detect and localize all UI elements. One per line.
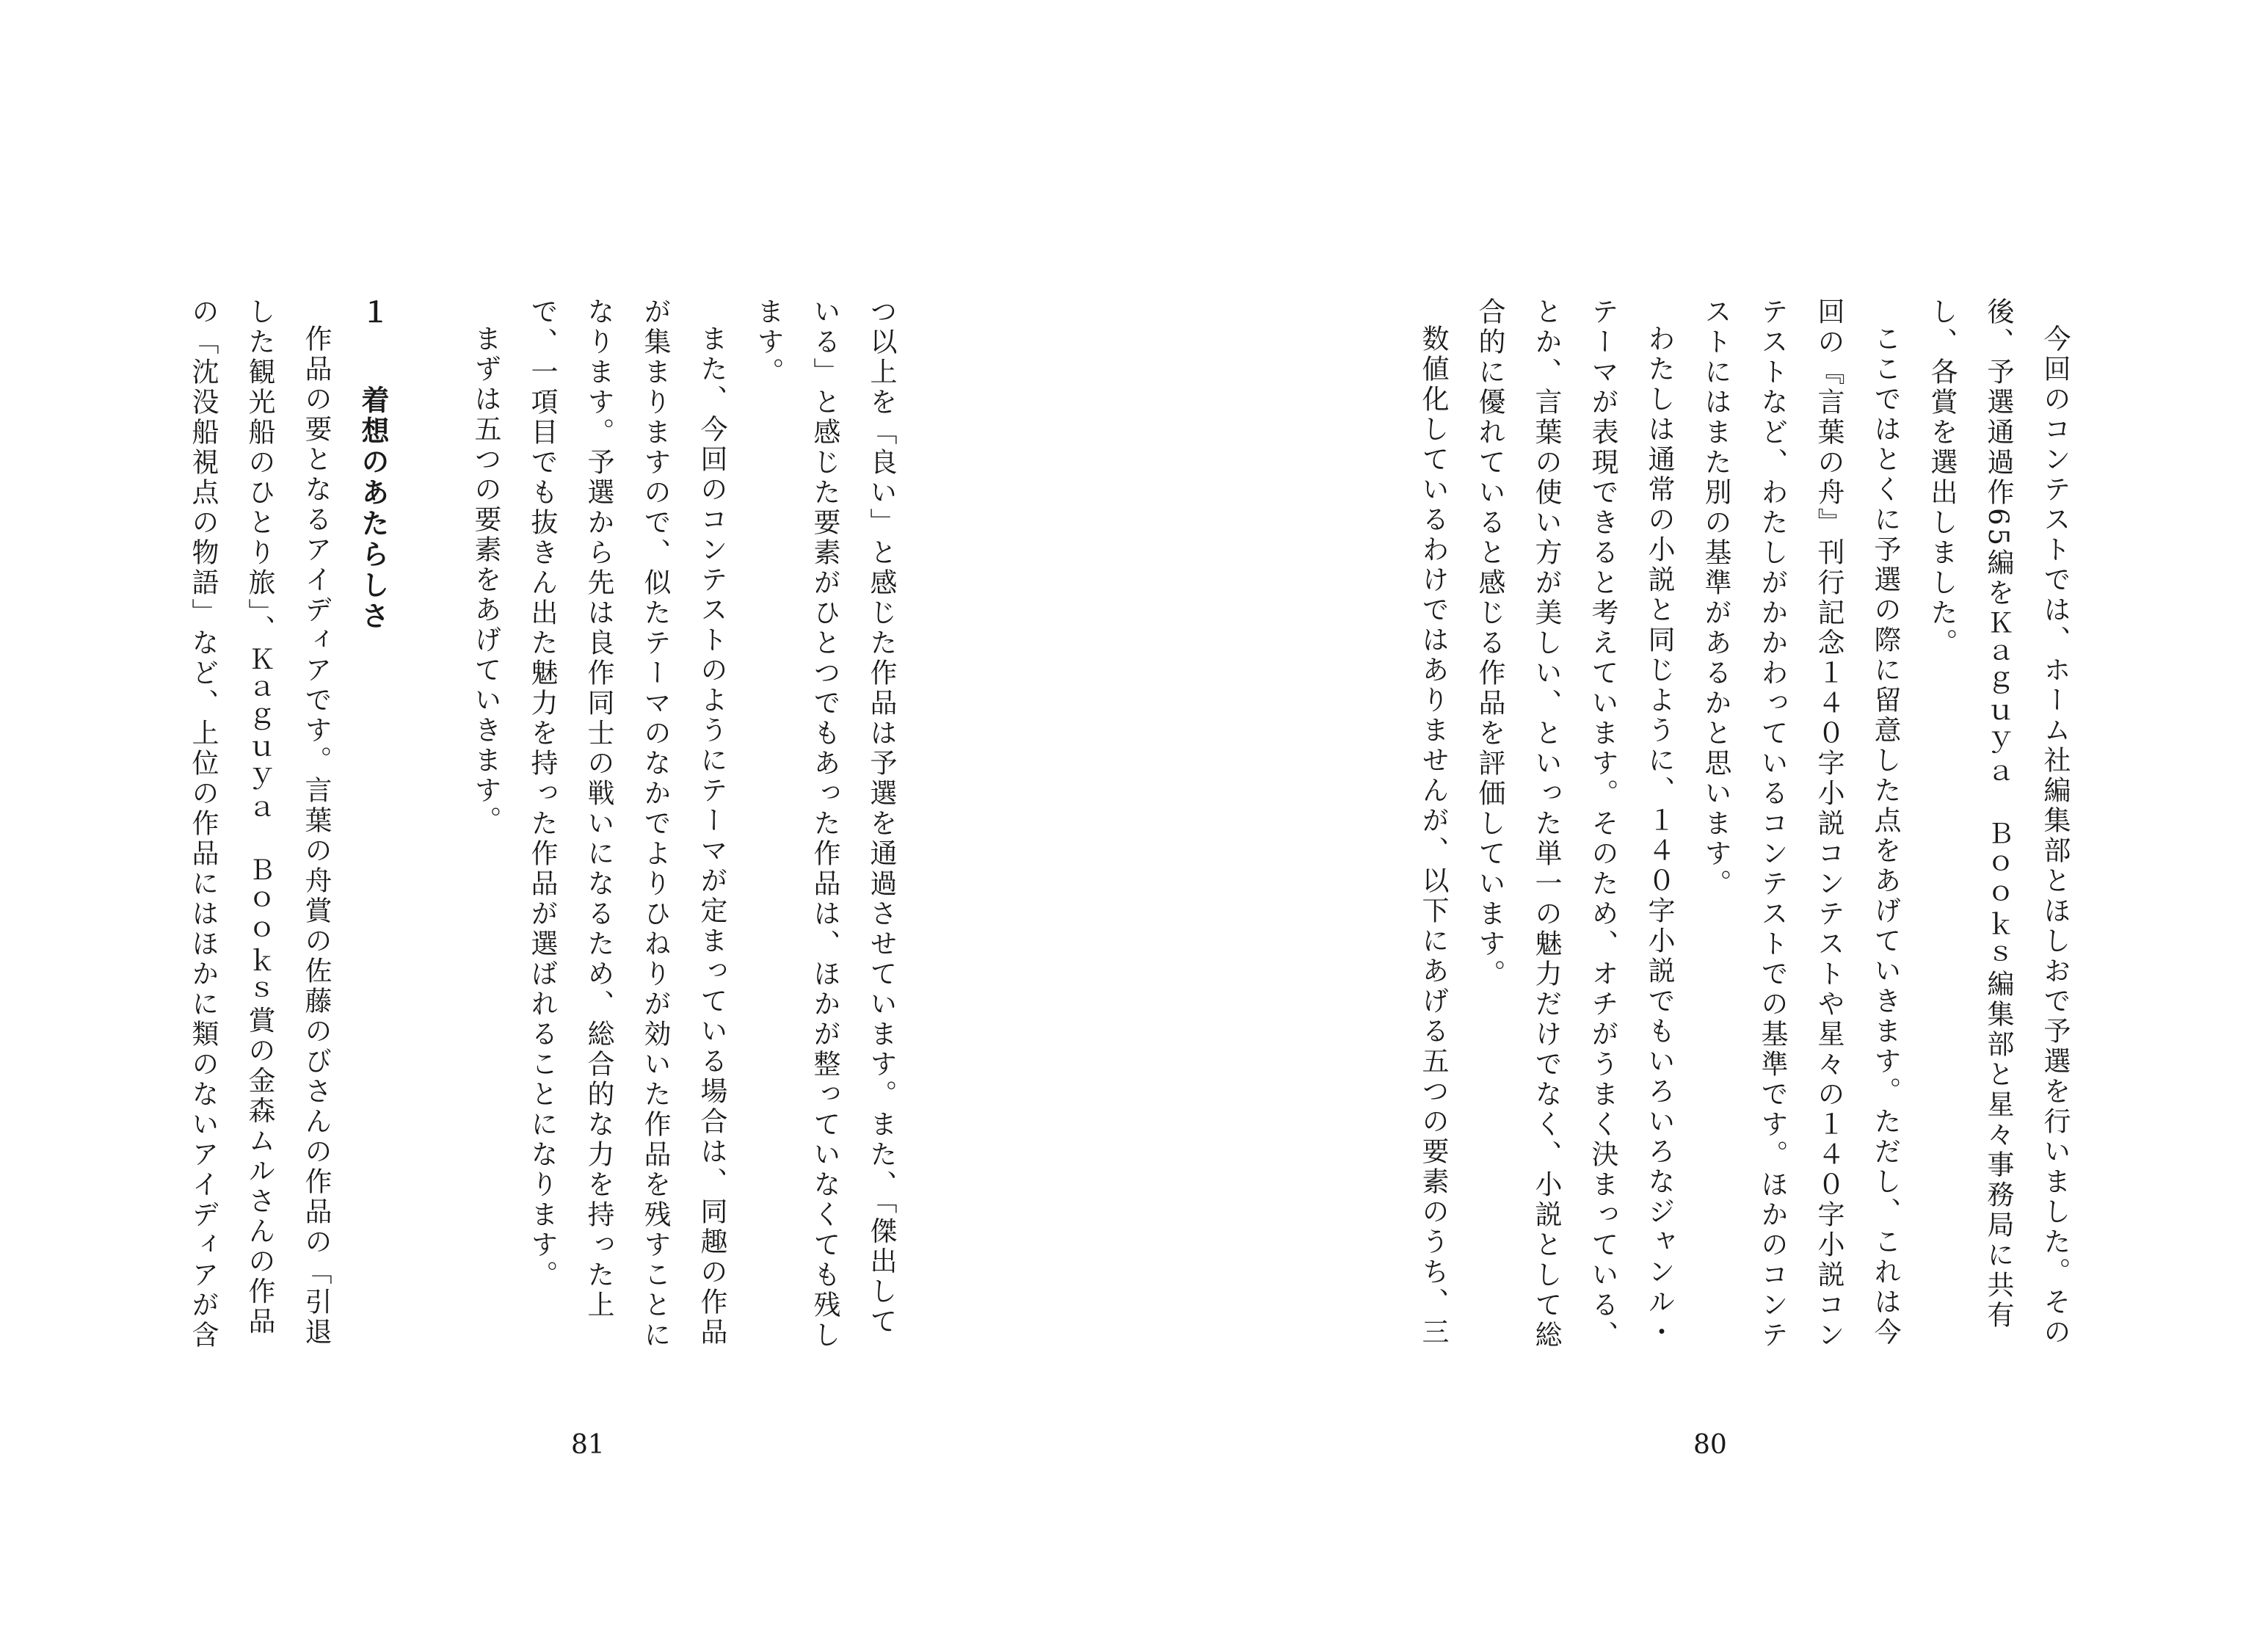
right-page [1134, 0, 2268, 1631]
paragraph: 今回のコンテストでは、ホーム社編集部とほしおで予選を行いました。その後、予選通過作65編をＫａｇｕｙａ Ｂｏｏｋｓ編集部と星々事務局に共有し、各賞を選出しました。 [1926, 297, 2071, 1348]
heading-spacer [401, 297, 457, 1354]
paragraph: わたしは通常の小説と同じように、１４０字小説でもいろいろなジャンル・テーマが表現できると考えています。そのため、オチがうまく決まっている、とか、言葉の使い方が美しい、といった単一の魅力だけでなく、小説として総合的に優れていると感じる作品を評価しています。 [1474, 297, 1675, 1351]
paragraph: また、今回のコンテストのようにテーマが定まっている場合は、同趣の作品が集まりますので、似たテーマのなかでよりひねりが効いた作品を残すことになります。予選から先は良作同士の戦いになるため、総合的な力を持った上で、一項目でも抜きん出た魅力を持った作品が選ばれることになります。 [526, 297, 727, 1351]
paragraph: 作品の要となるアイディアです。言葉の舟賞の佐藤のびさんの作品の「引退した観光船のひとり旅」、Ｋａｇｕｙａ Ｂｏｏｋｓ賞の金森ムルさんの作品の「沈没船視点の物語」など、上位の作品にはほかに類のないアイディアが含 [187, 297, 332, 1351]
page-number: 81 [571, 1430, 605, 1460]
paragraph: まずは五つの要素をあげていきます。 [470, 324, 501, 836]
page-number: 80 [1693, 1430, 1727, 1460]
paragraph: つ以上を「良い」と感じた作品は予選を通過させています。また、「傑出している」と感じた要素がひとつでもあった作品は、ほかが整っていなくても残します。 [752, 297, 897, 1351]
right-page-body [1417, 297, 2083, 1354]
section-heading [344, 297, 401, 1354]
section-number: １ [357, 297, 389, 328]
paragraph: ここではとくに予選の際に留意した点をあげていきます。ただし、これは今回の『言葉の舟』刊行記念１４０字小説コンテストや星々の１４０字小説コンテストなど、わたしがかかわっているコンテストでの基準です。ほかのコンテストにはまた別の基準があるかと思います。 [1700, 297, 1901, 1351]
left-page-body [187, 297, 909, 1354]
section-title: 着想のあたらしさ [357, 385, 389, 632]
paragraph: 数値化しているわけではありませんが、以下にあげる五つの要素のうち、三 [1417, 324, 1449, 1348]
